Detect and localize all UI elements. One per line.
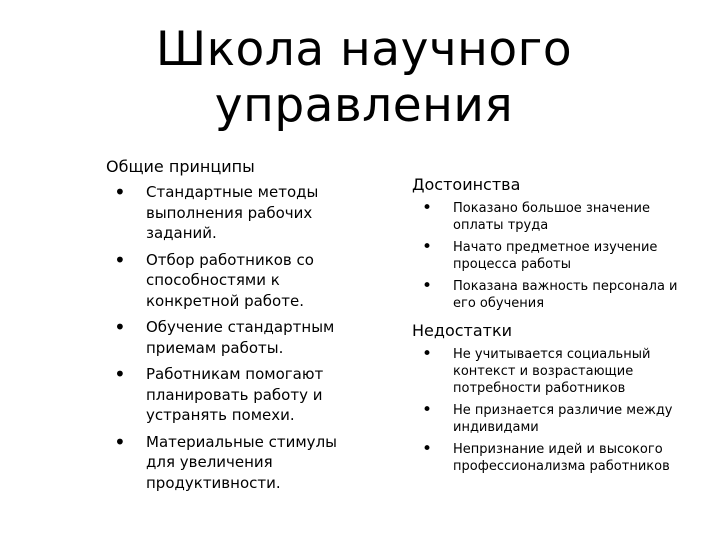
list-item-text: Стандартные методы выполнения рабочих заданий.: [146, 183, 319, 242]
general-principles-list: [106, 182, 366, 493]
bullet-icon: •: [422, 198, 433, 218]
list-item: [106, 317, 366, 358]
list-item: [412, 200, 702, 234]
disadvantages-section: [412, 320, 702, 475]
list-item-text: Показана важность персонала и его обучения: [453, 279, 678, 311]
list-item-text: Начато предметное изучение процесса работы: [453, 240, 658, 272]
list-item: [412, 278, 702, 312]
list-item-text: Показано большое значение оплаты труда: [453, 201, 650, 233]
list-item: [106, 429, 366, 494]
list-item-text: Не признается различие между индивидами: [453, 403, 673, 435]
list-item: [106, 364, 366, 426]
general-principles-heading: Общие принципы: [106, 157, 255, 176]
list-item: [412, 239, 702, 273]
bullet-icon: •: [114, 315, 126, 339]
list-item: [106, 182, 366, 244]
advantages-section: [412, 174, 702, 312]
list-item-text: Не учитывается социальный контекст и возрастающие потребности работников: [453, 347, 651, 396]
bullet-icon: •: [422, 400, 433, 420]
list-item: [412, 441, 702, 475]
bullet-icon: •: [114, 247, 126, 272]
list-item: [412, 346, 702, 397]
list-item-text: Работникам помогают планировать работу и устранять помехи.: [146, 365, 324, 424]
disadvantages-list: [412, 346, 702, 475]
list-item-text: Материальные стимулы для увеличения продуктивности.: [146, 432, 337, 492]
bullet-icon: •: [422, 276, 433, 296]
list-item: [106, 247, 366, 312]
bullet-icon: •: [422, 344, 433, 364]
bullet-icon: •: [114, 180, 126, 204]
list-item-text: Непризнание идей и высокого профессионализма работников: [453, 442, 670, 474]
advantages-heading: Достоинства: [412, 175, 521, 194]
evaluation-column: [412, 174, 702, 483]
bullet-icon: •: [114, 429, 126, 454]
general-principles-column: [106, 156, 366, 499]
bullet-icon: •: [114, 362, 126, 386]
advantages-list: [412, 200, 702, 312]
list-item: [412, 402, 702, 436]
list-item-text: Обучение стандартным приемам работы.: [146, 318, 335, 357]
disadvantages-heading: Недостатки: [412, 321, 513, 340]
bullet-icon: •: [422, 439, 433, 459]
slide-title-line-1: Школа научного: [155, 22, 573, 77]
slide-title-line-2: управления: [214, 78, 514, 133]
list-item-text: Отбор работников со способностями к конкретной работе.: [146, 250, 314, 310]
slide-title: [0, 22, 728, 134]
bullet-icon: •: [422, 237, 433, 257]
